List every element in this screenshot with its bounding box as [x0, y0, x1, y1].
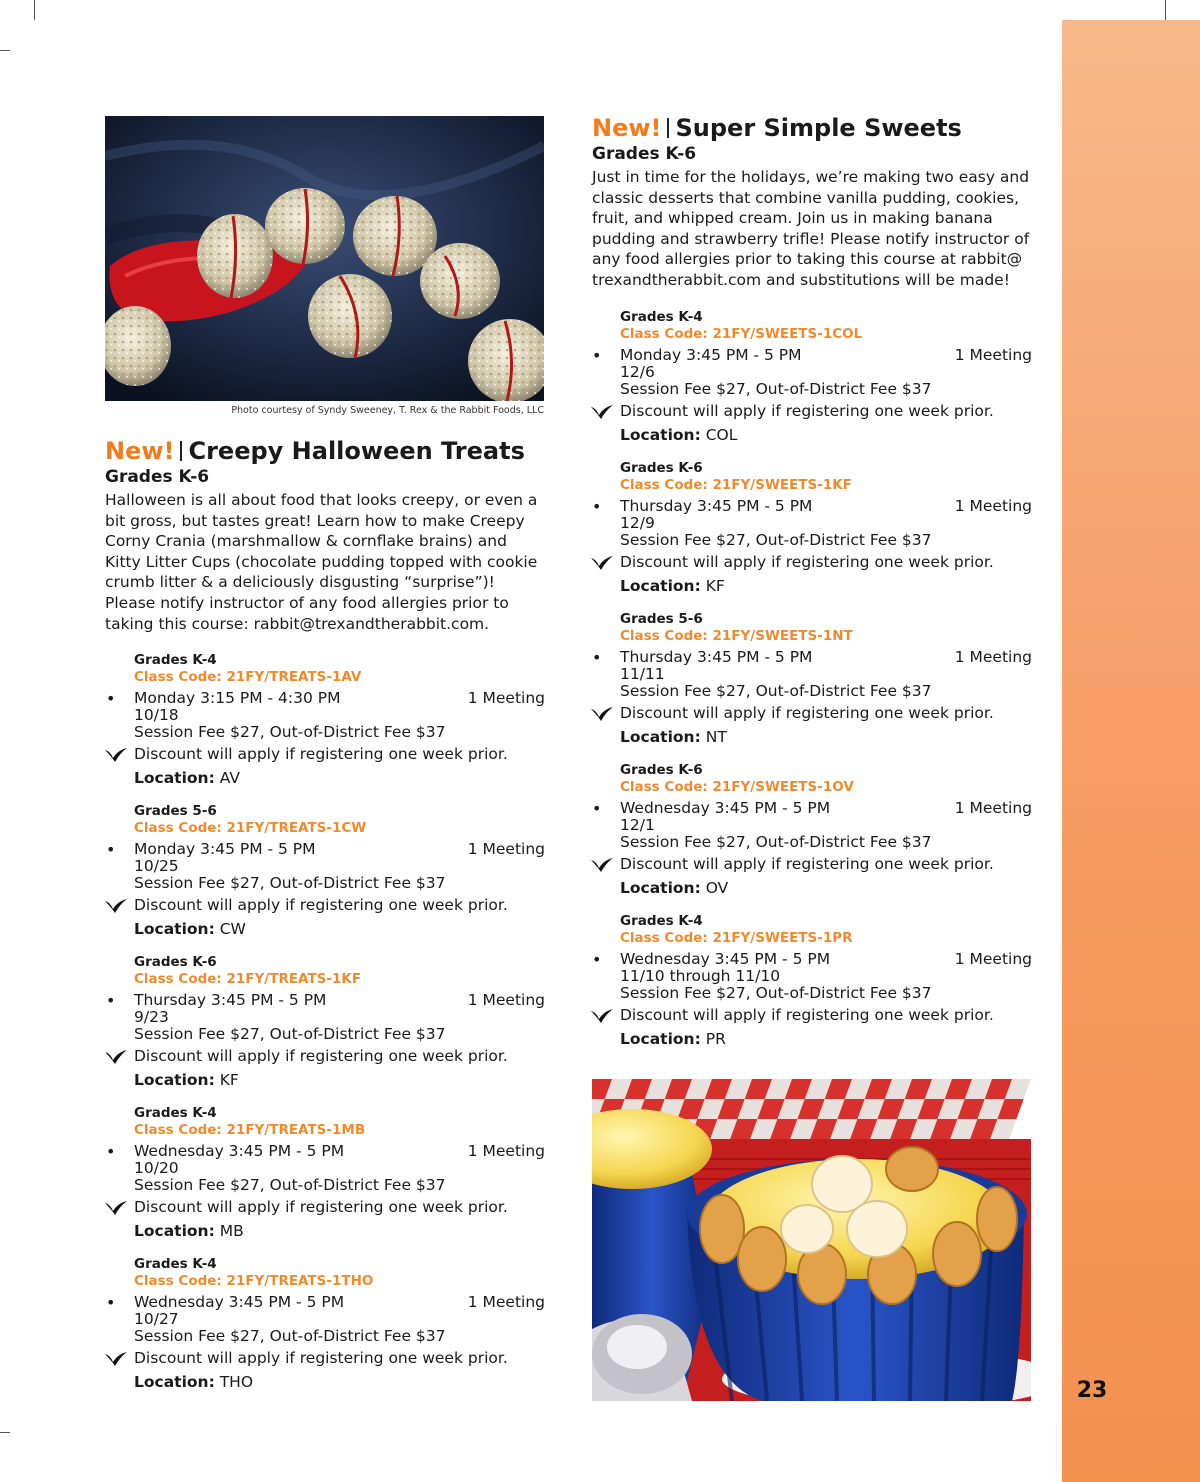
session-dates: 10/25 [134, 857, 179, 876]
bullet: • [592, 798, 602, 818]
session-dates: 10/20 [134, 1159, 179, 1178]
session-item [106, 1105, 545, 1241]
session-dates: 10/27 [134, 1310, 179, 1329]
session-item [106, 652, 545, 788]
session-discount: Discount will apply if registering one week prior. [134, 1349, 508, 1368]
session-schedule: Thursday 3:45 PM - 5 PM [134, 991, 327, 1010]
course-super-simple-sweets [592, 113, 1032, 1064]
session-schedule: Monday 3:15 PM - 4:30 PM [134, 689, 341, 708]
location-label: Location: [134, 1071, 215, 1090]
session-location: OV [705, 878, 729, 897]
location-label: Location: [134, 769, 215, 788]
bird-check-icon [590, 857, 614, 873]
bullet: • [106, 991, 116, 1011]
session-location: THO [219, 1373, 254, 1392]
session-discount: Discount will apply if registering one week prior. [134, 745, 508, 764]
session-schedule: Monday 3:45 PM - 5 PM [620, 345, 802, 364]
bird-check-icon [104, 747, 128, 763]
session-item [592, 459, 1032, 596]
session-fee: Session Fee $27, Out-of-District Fee $37 [620, 530, 932, 549]
course-title-text: Creepy Halloween Treats [188, 437, 525, 465]
session-item [592, 308, 1032, 445]
session-dates: 12/9 [620, 513, 655, 532]
bird-check-icon [104, 1351, 128, 1367]
session-location: CW [219, 920, 246, 939]
session-item [592, 610, 1032, 747]
course-grades: Grades K-6 [592, 144, 697, 164]
location-label: Location: [134, 1222, 215, 1241]
session-dates: 12/6 [620, 362, 655, 381]
session-meetings: 1 Meeting [467, 689, 545, 708]
session-schedule: Thursday 3:45 PM - 5 PM [620, 496, 813, 515]
session-grades: Grades K-4 [620, 308, 703, 325]
new-label: New! [592, 114, 662, 142]
session-meetings: 1 Meeting [467, 1293, 545, 1312]
bird-check-icon [590, 404, 614, 420]
bullet: • [592, 949, 602, 969]
location-label: Location: [620, 878, 701, 897]
page-number: 23 [1076, 1378, 1108, 1403]
bird-check-icon [590, 555, 614, 571]
session-fee: Session Fee $27, Out-of-District Fee $37 [134, 723, 446, 742]
bullet: • [592, 345, 602, 365]
session-grades: Grades K-4 [134, 652, 217, 669]
session-item [106, 803, 545, 939]
session-schedule: Wednesday 3:45 PM - 5 PM [620, 798, 831, 817]
session-meetings: 1 Meeting [467, 840, 545, 859]
session-item [106, 1256, 545, 1392]
session-item [592, 761, 1032, 898]
location-label: Location: [620, 1029, 701, 1048]
session-class-code[interactable]: Class Code: 21FY/TREATS-1KF [134, 971, 362, 988]
bullet: • [106, 840, 116, 860]
session-item [106, 954, 545, 1090]
course-title [592, 113, 1032, 143]
session-meetings: 1 Meeting [954, 496, 1032, 515]
session-class-code[interactable]: Class Code: 21FY/TREATS-1THO [134, 1273, 374, 1290]
session-meetings: 1 Meeting [954, 798, 1032, 817]
bird-check-icon [590, 1008, 614, 1024]
session-fee: Session Fee $27, Out-of-District Fee $37 [134, 874, 446, 893]
session-class-code[interactable]: Class Code: 21FY/TREATS-1MB [134, 1122, 366, 1139]
session-discount: Discount will apply if registering one week prior. [134, 1047, 508, 1066]
course-creepy-halloween-treats [105, 436, 545, 1407]
session-dates: 10/18 [134, 706, 179, 725]
banana-pudding-photo [592, 1079, 1031, 1401]
session-class-code[interactable]: Class Code: 21FY/SWEETS-1NT [620, 627, 853, 644]
brain-treats-photo [105, 116, 544, 401]
session-fee: Session Fee $27, Out-of-District Fee $37 [134, 1025, 446, 1044]
bullet: • [106, 1142, 116, 1162]
session-discount: Discount will apply if registering one week prior. [134, 896, 508, 915]
bird-check-icon [104, 898, 128, 914]
crop-mark [0, 50, 10, 51]
session-location: NT [705, 727, 727, 746]
session-fee: Session Fee $27, Out-of-District Fee $37 [620, 832, 932, 851]
session-list [592, 309, 1032, 1049]
session-meetings: 1 Meeting [467, 1142, 545, 1161]
bullet: • [106, 1293, 116, 1313]
session-class-code[interactable]: Class Code: 21FY/SWEETS-1OV [620, 778, 854, 795]
bullet: • [106, 689, 116, 709]
crop-mark [1165, 0, 1166, 20]
location-label: Location: [134, 1373, 215, 1392]
session-discount: Discount will apply if registering one week prior. [134, 1198, 508, 1217]
session-grades: Grades K-6 [620, 459, 703, 476]
crop-mark [34, 0, 35, 20]
session-discount: Discount will apply if registering one week prior. [620, 703, 994, 722]
session-location: PR [705, 1029, 726, 1048]
session-location: MB [219, 1222, 244, 1241]
session-grades: Grades 5-6 [620, 610, 703, 627]
location-label: Location: [134, 920, 215, 939]
session-grades: Grades K-6 [620, 761, 703, 778]
photo-caption: Photo courtesy of Syndy Sweeney, T. Rex & the Rabbit Foods, LLC [231, 405, 544, 416]
session-dates: 12/1 [620, 815, 655, 834]
location-label: Location: [620, 727, 701, 746]
session-location: COL [705, 425, 738, 444]
session-dates: 9/23 [134, 1008, 169, 1027]
bullet: • [592, 496, 602, 516]
session-class-code[interactable]: Class Code: 21FY/TREATS-1CW [134, 820, 367, 837]
bird-check-icon [590, 706, 614, 722]
session-discount: Discount will apply if registering one week prior. [620, 1005, 994, 1024]
session-discount: Discount will apply if registering one week prior. [620, 552, 994, 571]
course-title-text: Super Simple Sweets [675, 114, 962, 142]
session-class-code[interactable]: Class Code: 21FY/SWEETS-1COL [620, 325, 863, 342]
session-schedule: Thursday 3:45 PM - 5 PM [620, 647, 813, 666]
session-class-code[interactable]: Class Code: 21FY/SWEETS-1KF [620, 476, 852, 493]
course-description: Halloween is all about food that looks creepy, or even a bit gross, but tastes great! Learn how to make Creepy Corny Crania (marshmallow & cornflake brains) and Kitty Litter Cups (chocolate pudding topped with cookie crumb litter & a deliciously disgusting “surprise”)! Please notify instructor of any food allergies prior to taking this course: rabbit@trexandtherabbit.com. [105, 491, 538, 633]
session-discount: Discount will apply if registering one week prior. [620, 854, 994, 873]
session-class-code[interactable]: Class Code: 21FY/SWEETS-1PR [620, 929, 853, 946]
session-meetings: 1 Meeting [467, 991, 545, 1010]
session-grades: Grades K-4 [134, 1256, 217, 1273]
session-meetings: 1 Meeting [954, 949, 1032, 968]
course-title [105, 436, 545, 466]
bird-check-icon [104, 1049, 128, 1065]
session-dates: 11/10 through 11/10 [620, 966, 781, 985]
location-label: Location: [620, 425, 701, 444]
session-location: AV [219, 769, 240, 788]
session-schedule: Wednesday 3:45 PM - 5 PM [134, 1142, 345, 1161]
session-fee: Session Fee $27, Out-of-District Fee $37 [134, 1176, 446, 1195]
session-schedule: Wednesday 3:45 PM - 5 PM [134, 1293, 345, 1312]
course-grades: Grades K-6 [105, 467, 210, 487]
title-divider [180, 441, 182, 461]
bird-check-icon [104, 1200, 128, 1216]
new-label: New! [105, 437, 175, 465]
session-grades: Grades K-4 [134, 1105, 217, 1122]
bullet: • [592, 647, 602, 667]
session-schedule: Wednesday 3:45 PM - 5 PM [620, 949, 831, 968]
session-dates: 11/11 [620, 664, 665, 683]
crop-mark [0, 1432, 10, 1433]
session-meetings: 1 Meeting [954, 647, 1032, 666]
course-description: Just in time for the holidays, we’re making two easy and classic desserts that combine vanilla pudding, cookies, fruit, and whipped cream. Join us in making banana pudding and strawberry trifle! Please notify instructor of any food allergies prior to taking this course at rabbit@ trexandtherabbit.com and substitutions will be made! [592, 168, 1030, 289]
session-grades: Grades 5-6 [134, 803, 217, 820]
session-fee: Session Fee $27, Out-of-District Fee $37 [620, 379, 932, 398]
session-meetings: 1 Meeting [954, 345, 1032, 364]
title-divider [667, 118, 669, 138]
session-fee: Session Fee $27, Out-of-District Fee $37 [134, 1327, 446, 1346]
session-class-code[interactable]: Class Code: 21FY/TREATS-1AV [134, 669, 362, 686]
session-list [105, 652, 545, 1392]
location-label: Location: [620, 576, 701, 595]
session-location: KF [705, 576, 725, 595]
session-location: KF [219, 1071, 239, 1090]
session-fee: Session Fee $27, Out-of-District Fee $37 [620, 681, 932, 700]
session-discount: Discount will apply if registering one week prior. [620, 401, 994, 420]
session-grades: Grades K-4 [620, 912, 703, 929]
session-grades: Grades K-6 [134, 954, 217, 971]
session-fee: Session Fee $27, Out-of-District Fee $37 [620, 983, 932, 1002]
session-schedule: Monday 3:45 PM - 5 PM [134, 840, 316, 859]
side-tab [1062, 20, 1200, 1482]
session-item [592, 912, 1032, 1049]
